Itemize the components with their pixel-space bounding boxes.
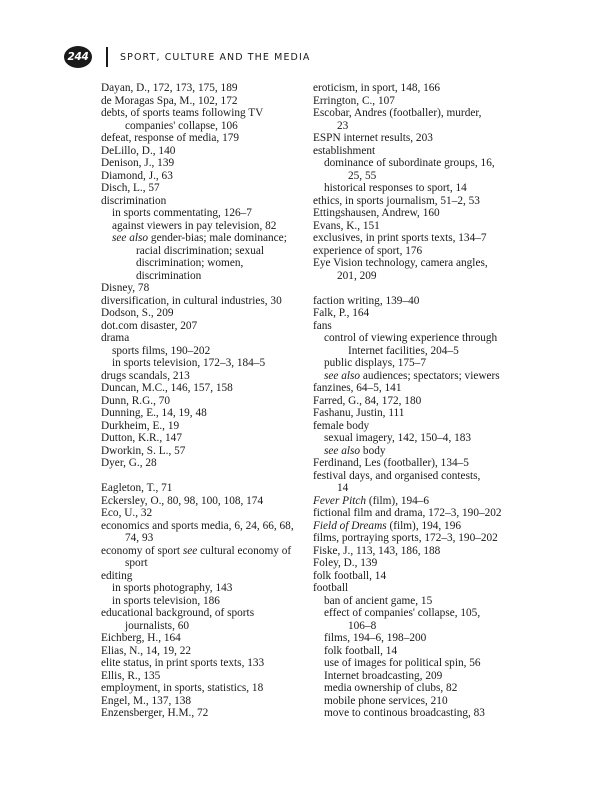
index-entry: Errington, C., 107 [313, 94, 395, 107]
index-subentry: move to continous broadcasting, 83 [324, 707, 485, 719]
index-entry: defeat, response of media, 179 [101, 132, 240, 144]
index-entry: Ellis, R., 135 [101, 669, 161, 682]
index-entry: Dayan, D., 172, 173, 175, 189 [101, 82, 238, 94]
index-entry: eroticism, in sport, 148, 166 [313, 82, 441, 94]
index-entry: female body [313, 419, 370, 432]
index-entry: establishment [313, 144, 376, 157]
index-entry: Elias, N., 14, 19, 22 [101, 644, 192, 657]
index-entry: de Moragas Spa, M., 102, 172 [101, 94, 238, 107]
index-subentry: ban of ancient game, 15 [324, 594, 433, 607]
index-entry: Dunn, R.G., 70 [101, 394, 171, 407]
index-subentry: sports films, 190–202 [112, 344, 211, 357]
index-entry: Eye Vision technology, camera angles, 201, 209 [313, 257, 488, 282]
index-entry: diversification, in cultural industries, 30 [101, 294, 282, 307]
index-subentry: see also audiences; spectators; viewers [324, 369, 500, 382]
index-entry: Eckersley, O., 80, 98, 100, 108, 174 [101, 494, 264, 507]
index-entry: Dutton, K.R., 147 [101, 432, 182, 444]
index-entry: Diamond, J., 63 [101, 169, 173, 182]
index-entry: Eagleton, T., 71 [101, 482, 173, 494]
index-entry: experience of sport, 176 [313, 244, 423, 257]
header-divider [106, 47, 108, 67]
index-subentry: in sports photography, 143 [112, 582, 233, 594]
index-entry: drugs scandals, 213 [101, 369, 190, 382]
index-subentry: control of viewing experience through Internet facilities, 204–5 [324, 332, 498, 357]
letter-group-gap [101, 470, 301, 483]
index-entry: Field of Dreams (film), 194, 196 [313, 519, 462, 532]
index-entry: debts, of sports teams following TV companies' collapse, 106 [101, 107, 264, 132]
index-column-right [313, 82, 518, 720]
index-entry: drama [101, 332, 130, 344]
index-entry: Enzensberger, H.M., 72 [101, 707, 209, 719]
index-subentry: dominance of subordinate groups, 16, 25, 55 [324, 157, 495, 182]
index-entry: faction writing, 139–40 [313, 294, 420, 307]
index-subentry: historical responses to sport, 14 [324, 182, 467, 194]
index-entry: Durkheim, E., 19 [101, 419, 180, 432]
index-subentry: folk football, 14 [324, 644, 398, 657]
running-head: SPORT, CULTURE AND THE MEDIA [120, 51, 311, 63]
index-subentry: use of images for political spin, 56 [324, 657, 481, 669]
letter-group-gap [313, 282, 518, 295]
index-subentry: Internet broadcasting, 209 [324, 669, 443, 682]
index-subentry: sexual imagery, 142, 150–4, 183 [324, 432, 472, 444]
index-entry: dot.com disaster, 207 [101, 319, 198, 332]
index-subentry: see also body [324, 444, 386, 457]
index-subentry: in sports television, 172–3, 184–5 [112, 357, 266, 369]
index-subentry: effect of companies' collapse, 105, 106–8 [324, 607, 481, 632]
index-entry: folk football, 14 [313, 569, 387, 582]
index-entry: economics and sports media, 6, 24, 66, 68, 74, 93 [101, 519, 294, 544]
index-entry: elite status, in print sports texts, 133 [101, 657, 265, 669]
index-entry: Fever Pitch (film), 194–6 [313, 494, 430, 507]
page-header [64, 44, 544, 70]
index-entry: Denison, J., 139 [101, 157, 175, 169]
index-entry: Dyer, G., 28 [101, 457, 157, 469]
index-subentry: in sports television, 186 [112, 594, 220, 607]
index-subentry: against viewers in pay television, 82 [112, 219, 277, 232]
index-entry: fictional film and drama, 172–3, 190–202 [313, 507, 502, 519]
index-entry: editing [101, 569, 133, 582]
index-subentry: mobile phone services, 210 [324, 694, 448, 707]
index-entry: discrimination [101, 194, 167, 207]
index-entry: Evans, K., 151 [313, 219, 380, 232]
index-entry: Engel, M., 137, 138 [101, 694, 192, 707]
index-entry: Farred, G., 84, 172, 180 [313, 394, 422, 407]
index-entry: Escobar, Andres (footballer), murder, 23 [313, 107, 482, 132]
index-entry: educational background, of sports journalists, 60 [101, 607, 255, 632]
index-column-left [101, 82, 301, 720]
index-entry: Eichberg, H., 164 [101, 632, 181, 644]
index-subentry: see also gender-bias; male dominance; racial discrimination; sexual discrimination; women, discrimination [112, 232, 287, 282]
index-entry: fanzines, 64–5, 141 [313, 382, 402, 394]
index-entry: Fashanu, Justin, 111 [313, 407, 405, 419]
index-entry: Foley, D., 139 [313, 557, 378, 569]
index-entry: festival days, and organised contests, 14 [313, 469, 481, 494]
index-entry: Eco, U., 32 [101, 507, 153, 519]
index-subentry: public displays, 175–7 [324, 357, 426, 369]
index-entry: ESPN internet results, 203 [313, 132, 433, 144]
page-number-badge: 244 [64, 46, 92, 68]
index-entry: football [313, 582, 349, 594]
index-entry: Ferdinand, Les (footballer), 134–5 [313, 457, 469, 469]
index-entry: Duncan, M.C., 146, 157, 158 [101, 382, 233, 394]
index-entry: Dodson, S., 209 [101, 307, 174, 319]
index-entry: Fiske, J., 113, 143, 186, 188 [313, 544, 441, 557]
index-entry: economy of sport see cultural economy of sport [101, 544, 292, 569]
index-entry: Falk, P., 164 [313, 307, 370, 319]
index-entry: ethics, in sports journalism, 51–2, 53 [313, 194, 480, 207]
index-entry: employment, in sports, statistics, 18 [101, 682, 264, 694]
index-subentry: films, 194–6, 198–200 [324, 632, 427, 644]
index-entry: exclusives, in print sports texts, 134–7 [313, 232, 487, 244]
index-entry: fans [313, 319, 332, 332]
index-entry: films, portraying sports, 172–3, 190–202 [313, 532, 498, 544]
index-entry: Disch, L., 57 [101, 182, 160, 194]
index-entry: DeLillo, D., 140 [101, 144, 176, 157]
index-subentry: in sports commentating, 126–7 [112, 207, 252, 219]
index-entry: Dunning, E., 14, 19, 48 [101, 407, 207, 419]
index-entry: Dworkin, S. L., 57 [101, 444, 186, 457]
index-subentry: media ownership of clubs, 82 [324, 682, 458, 694]
index-entry: Disney, 78 [101, 282, 150, 294]
index-entry: Ettingshausen, Andrew, 160 [313, 207, 440, 219]
